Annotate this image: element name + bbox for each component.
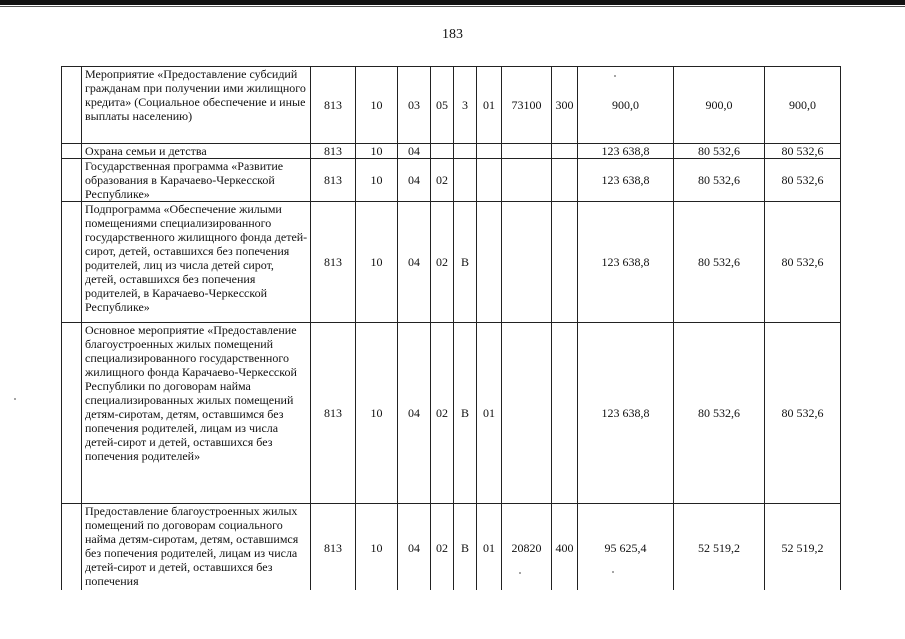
program-code bbox=[431, 144, 454, 159]
ministry-code: 813 bbox=[311, 504, 356, 593]
event-code: 01 bbox=[477, 323, 502, 504]
row-marker-cell bbox=[62, 504, 82, 593]
expense-type-code bbox=[552, 323, 578, 504]
direction-code: 73100 bbox=[502, 67, 552, 144]
subsection-code: 04 bbox=[398, 504, 431, 593]
subprogram-code: В bbox=[454, 504, 477, 593]
amount-year1: 900,0 bbox=[578, 67, 674, 144]
section-code: 10 bbox=[356, 202, 398, 323]
subprogram-code: 3 bbox=[454, 67, 477, 144]
row-marker-cell bbox=[62, 323, 82, 504]
subsection-code: 04 bbox=[398, 323, 431, 504]
program-code: 05 bbox=[431, 67, 454, 144]
ministry-code: 813 bbox=[311, 67, 356, 144]
direction-code bbox=[502, 202, 552, 323]
program-code: 02 bbox=[431, 159, 454, 202]
row-marker-cell bbox=[62, 67, 82, 144]
row-marker-cell bbox=[62, 144, 82, 159]
event-code: 01 bbox=[477, 504, 502, 593]
amount-year1: 123 638,8 bbox=[578, 202, 674, 323]
event-code: 01 bbox=[477, 67, 502, 144]
amount-year3: 80 532,6 bbox=[765, 159, 841, 202]
ministry-code: 813 bbox=[311, 323, 356, 504]
amount-year2: 80 532,6 bbox=[674, 202, 765, 323]
ministry-code: 813 bbox=[311, 144, 356, 159]
expense-type-code bbox=[552, 202, 578, 323]
event-code bbox=[477, 144, 502, 159]
row-name: Предоставление благоустроенных жилых помещений по договорам социального найма детям-сиротам, детям, оставшимся без попечения родителей, лицам из числа детей-сирот и детей, оставшихся без попечения bbox=[82, 504, 311, 593]
budget-table bbox=[61, 66, 841, 593]
table-row bbox=[62, 159, 841, 202]
row-name: Охрана семьи и детства bbox=[82, 144, 311, 159]
subprogram-code: В bbox=[454, 323, 477, 504]
ministry-code: 813 bbox=[311, 159, 356, 202]
program-code: 02 bbox=[431, 323, 454, 504]
table-row bbox=[62, 144, 841, 159]
amount-year3: 80 532,6 bbox=[765, 202, 841, 323]
amount-year3: 52 519,2 bbox=[765, 504, 841, 593]
ministry-code: 813 bbox=[311, 202, 356, 323]
section-code: 10 bbox=[356, 159, 398, 202]
table-row bbox=[62, 202, 841, 323]
amount-year2: 80 532,6 bbox=[674, 323, 765, 504]
event-code bbox=[477, 202, 502, 323]
expense-type-code: 400 bbox=[552, 504, 578, 593]
top-border-rule bbox=[0, 0, 905, 5]
amount-year1: 123 638,8 bbox=[578, 159, 674, 202]
amount-year3: 80 532,6 bbox=[765, 144, 841, 159]
expense-type-code bbox=[552, 144, 578, 159]
program-code: 02 bbox=[431, 504, 454, 593]
row-name: Основное мероприятие «Предоставление благоустроенных жилых помещений специализированного государственного жилищного фонда Карачаево-Черкесской Республики по договорам найма специализированных жилых помещений детям-сиротам, детям, оставшимся без попечения родителей, лицам из числа детей-сирот и детей, оставшихся без попечения родителей» bbox=[82, 323, 311, 504]
section-code: 10 bbox=[356, 144, 398, 159]
section-code: 10 bbox=[356, 504, 398, 593]
subprogram-code bbox=[454, 144, 477, 159]
direction-code: 20820 bbox=[502, 504, 552, 593]
row-name: Мероприятие «Предоставление субсидий гражданам при получении ими жилищного кредита» (Социальное обеспечение и иные выплаты населению) bbox=[82, 67, 311, 144]
subsection-code: 03 bbox=[398, 67, 431, 144]
event-code bbox=[477, 159, 502, 202]
subsection-code: 04 bbox=[398, 159, 431, 202]
direction-code bbox=[502, 159, 552, 202]
page-bottom-margin bbox=[0, 590, 905, 639]
scan-speck bbox=[612, 571, 614, 573]
amount-year1: 123 638,8 bbox=[578, 323, 674, 504]
page-number: 183 bbox=[442, 27, 463, 42]
expense-type-code: 300 bbox=[552, 67, 578, 144]
top-border-rule-thin bbox=[0, 6, 905, 7]
amount-year2: 52 519,2 bbox=[674, 504, 765, 593]
direction-code bbox=[502, 323, 552, 504]
table-row bbox=[62, 323, 841, 504]
amount-year2: 80 532,6 bbox=[674, 144, 765, 159]
scan-speck bbox=[614, 75, 616, 77]
subprogram-code: В bbox=[454, 202, 477, 323]
expense-type-code bbox=[552, 159, 578, 202]
amount-year2: 900,0 bbox=[674, 67, 765, 144]
section-code: 10 bbox=[356, 323, 398, 504]
subprogram-code bbox=[454, 159, 477, 202]
amount-year1: 95 625,4 bbox=[578, 504, 674, 593]
direction-code bbox=[502, 144, 552, 159]
table-row bbox=[62, 504, 841, 593]
amount-year2: 80 532,6 bbox=[674, 159, 765, 202]
row-marker-cell bbox=[62, 159, 82, 202]
amount-year3: 80 532,6 bbox=[765, 323, 841, 504]
amount-year1: 123 638,8 bbox=[578, 144, 674, 159]
table-row bbox=[62, 67, 841, 144]
program-code: 02 bbox=[431, 202, 454, 323]
amount-year3: 900,0 bbox=[765, 67, 841, 144]
row-name: Подпрограмма «Обеспечение жилыми помещениями специализированного государственного жилищного фонда детей-сирот, детей, оставшихся без попечения родителей, лиц из числа детей сирот, детей, оставшихся без попечения родителей, в Карачаево-Черкесской Республике» bbox=[82, 202, 311, 323]
row-name: Государственная программа «Развитие образования в Карачаево-Черкесской Республике» bbox=[82, 159, 311, 202]
scan-speck bbox=[519, 572, 521, 574]
scan-speck bbox=[14, 398, 16, 400]
row-marker-cell bbox=[62, 202, 82, 323]
subsection-code: 04 bbox=[398, 144, 431, 159]
subsection-code: 04 bbox=[398, 202, 431, 323]
section-code: 10 bbox=[356, 67, 398, 144]
